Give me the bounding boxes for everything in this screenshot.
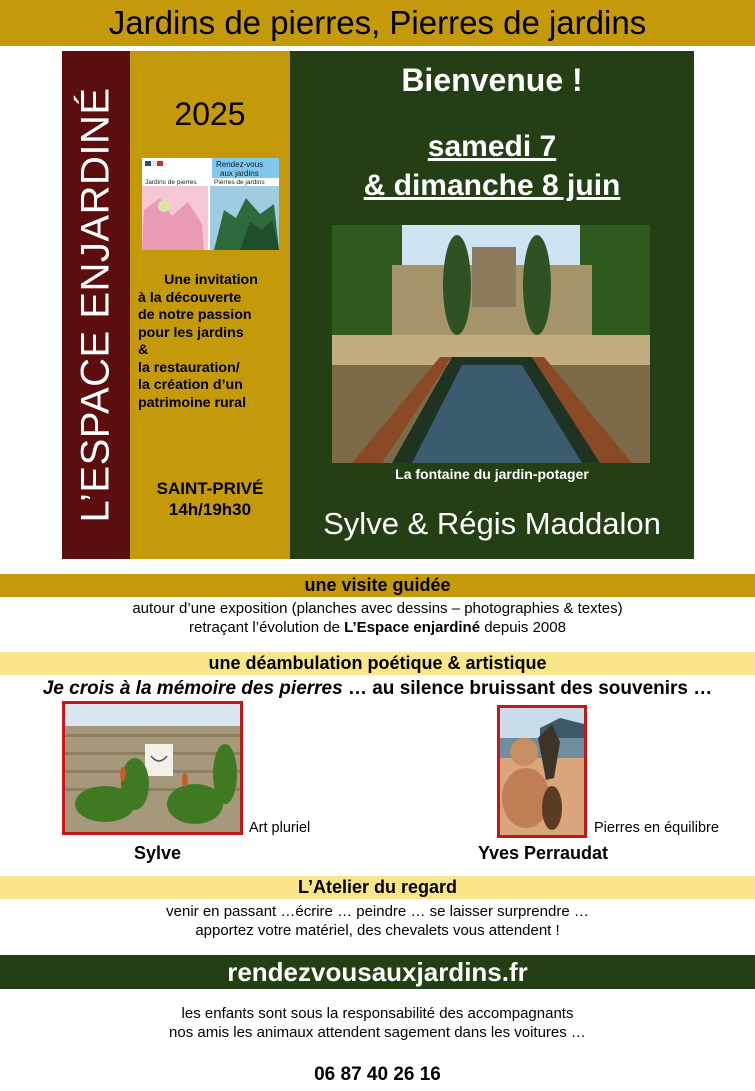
quote-rest: … au silence bruissant des souvenirs … xyxy=(342,678,713,699)
page-title: Jardins de pierres, Pierres de jardins xyxy=(0,0,755,46)
logo-text: Pierres de jardins xyxy=(214,179,265,186)
visitor-notes xyxy=(0,1004,755,1042)
invitation-line: de notre passion xyxy=(138,307,252,323)
logo-text: Rendez-vous xyxy=(216,160,264,169)
invitation-line: & xyxy=(138,342,149,358)
logo-text: aux jardins xyxy=(220,169,259,178)
vertical-title-panel xyxy=(62,51,130,559)
date-line: & dimanche 8 juin xyxy=(363,169,621,202)
hosts-names: Sylve & Régis Maddalon xyxy=(323,506,661,541)
guided-visit-heading: une visite guidée xyxy=(0,574,755,597)
artist-discipline: Art pluriel xyxy=(249,820,311,836)
invitation-line: patrimoine rural xyxy=(138,394,247,411)
location: SAINT-PRIVÉ xyxy=(156,479,264,498)
opening-hours: 14h/19h30 xyxy=(168,500,252,519)
invitation-line: la restauration/ xyxy=(138,359,240,376)
phone-number[interactable]: 06 87 40 26 16 xyxy=(314,1064,441,1085)
event-dates xyxy=(290,127,694,205)
atelier-text xyxy=(0,902,755,940)
invitation-line: la création d’un xyxy=(138,377,243,393)
artist-name: Yves Perraudat xyxy=(477,843,609,863)
event-year: 2025 xyxy=(174,96,246,132)
invitation-line: Une invitation xyxy=(164,272,258,288)
invitation-text xyxy=(138,272,284,412)
quote-italic: Je crois à la mémoire des pierres xyxy=(42,678,343,699)
yves-artwork-photo xyxy=(497,705,587,838)
photo-caption: La fontaine du jardin-potager xyxy=(395,466,589,482)
fountain-photo xyxy=(332,225,650,463)
text-span: retraçant l’évolution de xyxy=(189,619,345,636)
atelier-line: apportez votre matériel, des chevalets vous attendent ! xyxy=(195,922,560,939)
rendez-vous-logo xyxy=(142,158,279,250)
guided-visit-line xyxy=(0,618,755,637)
guided-visit-line: autour d’une exposition (planches avec dessins – photographies & textes) xyxy=(132,600,623,617)
invitation-line: à la découverte xyxy=(138,289,242,306)
guided-visit-text xyxy=(0,599,755,637)
poetic-walk-heading: une déambulation poétique & artistique xyxy=(0,652,755,675)
artist-discipline: Pierres en équilibre xyxy=(594,820,719,836)
date-line: samedi 7 xyxy=(427,130,557,163)
note-line: les enfants sont sous la responsabilité des accompagnants xyxy=(181,1005,574,1022)
espace-enjardine-bold: L’Espace enjardiné xyxy=(344,619,481,636)
invitation-line: pour les jardins xyxy=(138,324,244,341)
website-link[interactable]: rendezvousauxjardins.fr xyxy=(0,955,755,989)
vertical-title: L’ESPACE ENJARDINÉ xyxy=(73,87,118,523)
artist-name: Sylve xyxy=(133,843,182,863)
logo-text: Jardins de pierres xyxy=(145,179,197,186)
text-span: depuis 2008 xyxy=(480,619,566,636)
sylve-artwork-photo xyxy=(62,701,243,835)
atelier-line: venir en passant …écrire … peindre … se laisser surprendre … xyxy=(166,903,589,920)
poetic-quote xyxy=(0,678,755,700)
welcome-heading: Bienvenue ! xyxy=(401,62,583,98)
atelier-heading: L’Atelier du regard xyxy=(0,876,755,899)
location-hours xyxy=(130,478,290,520)
note-line: nos amis les animaux attendent sagement dans les voitures … xyxy=(169,1024,586,1041)
